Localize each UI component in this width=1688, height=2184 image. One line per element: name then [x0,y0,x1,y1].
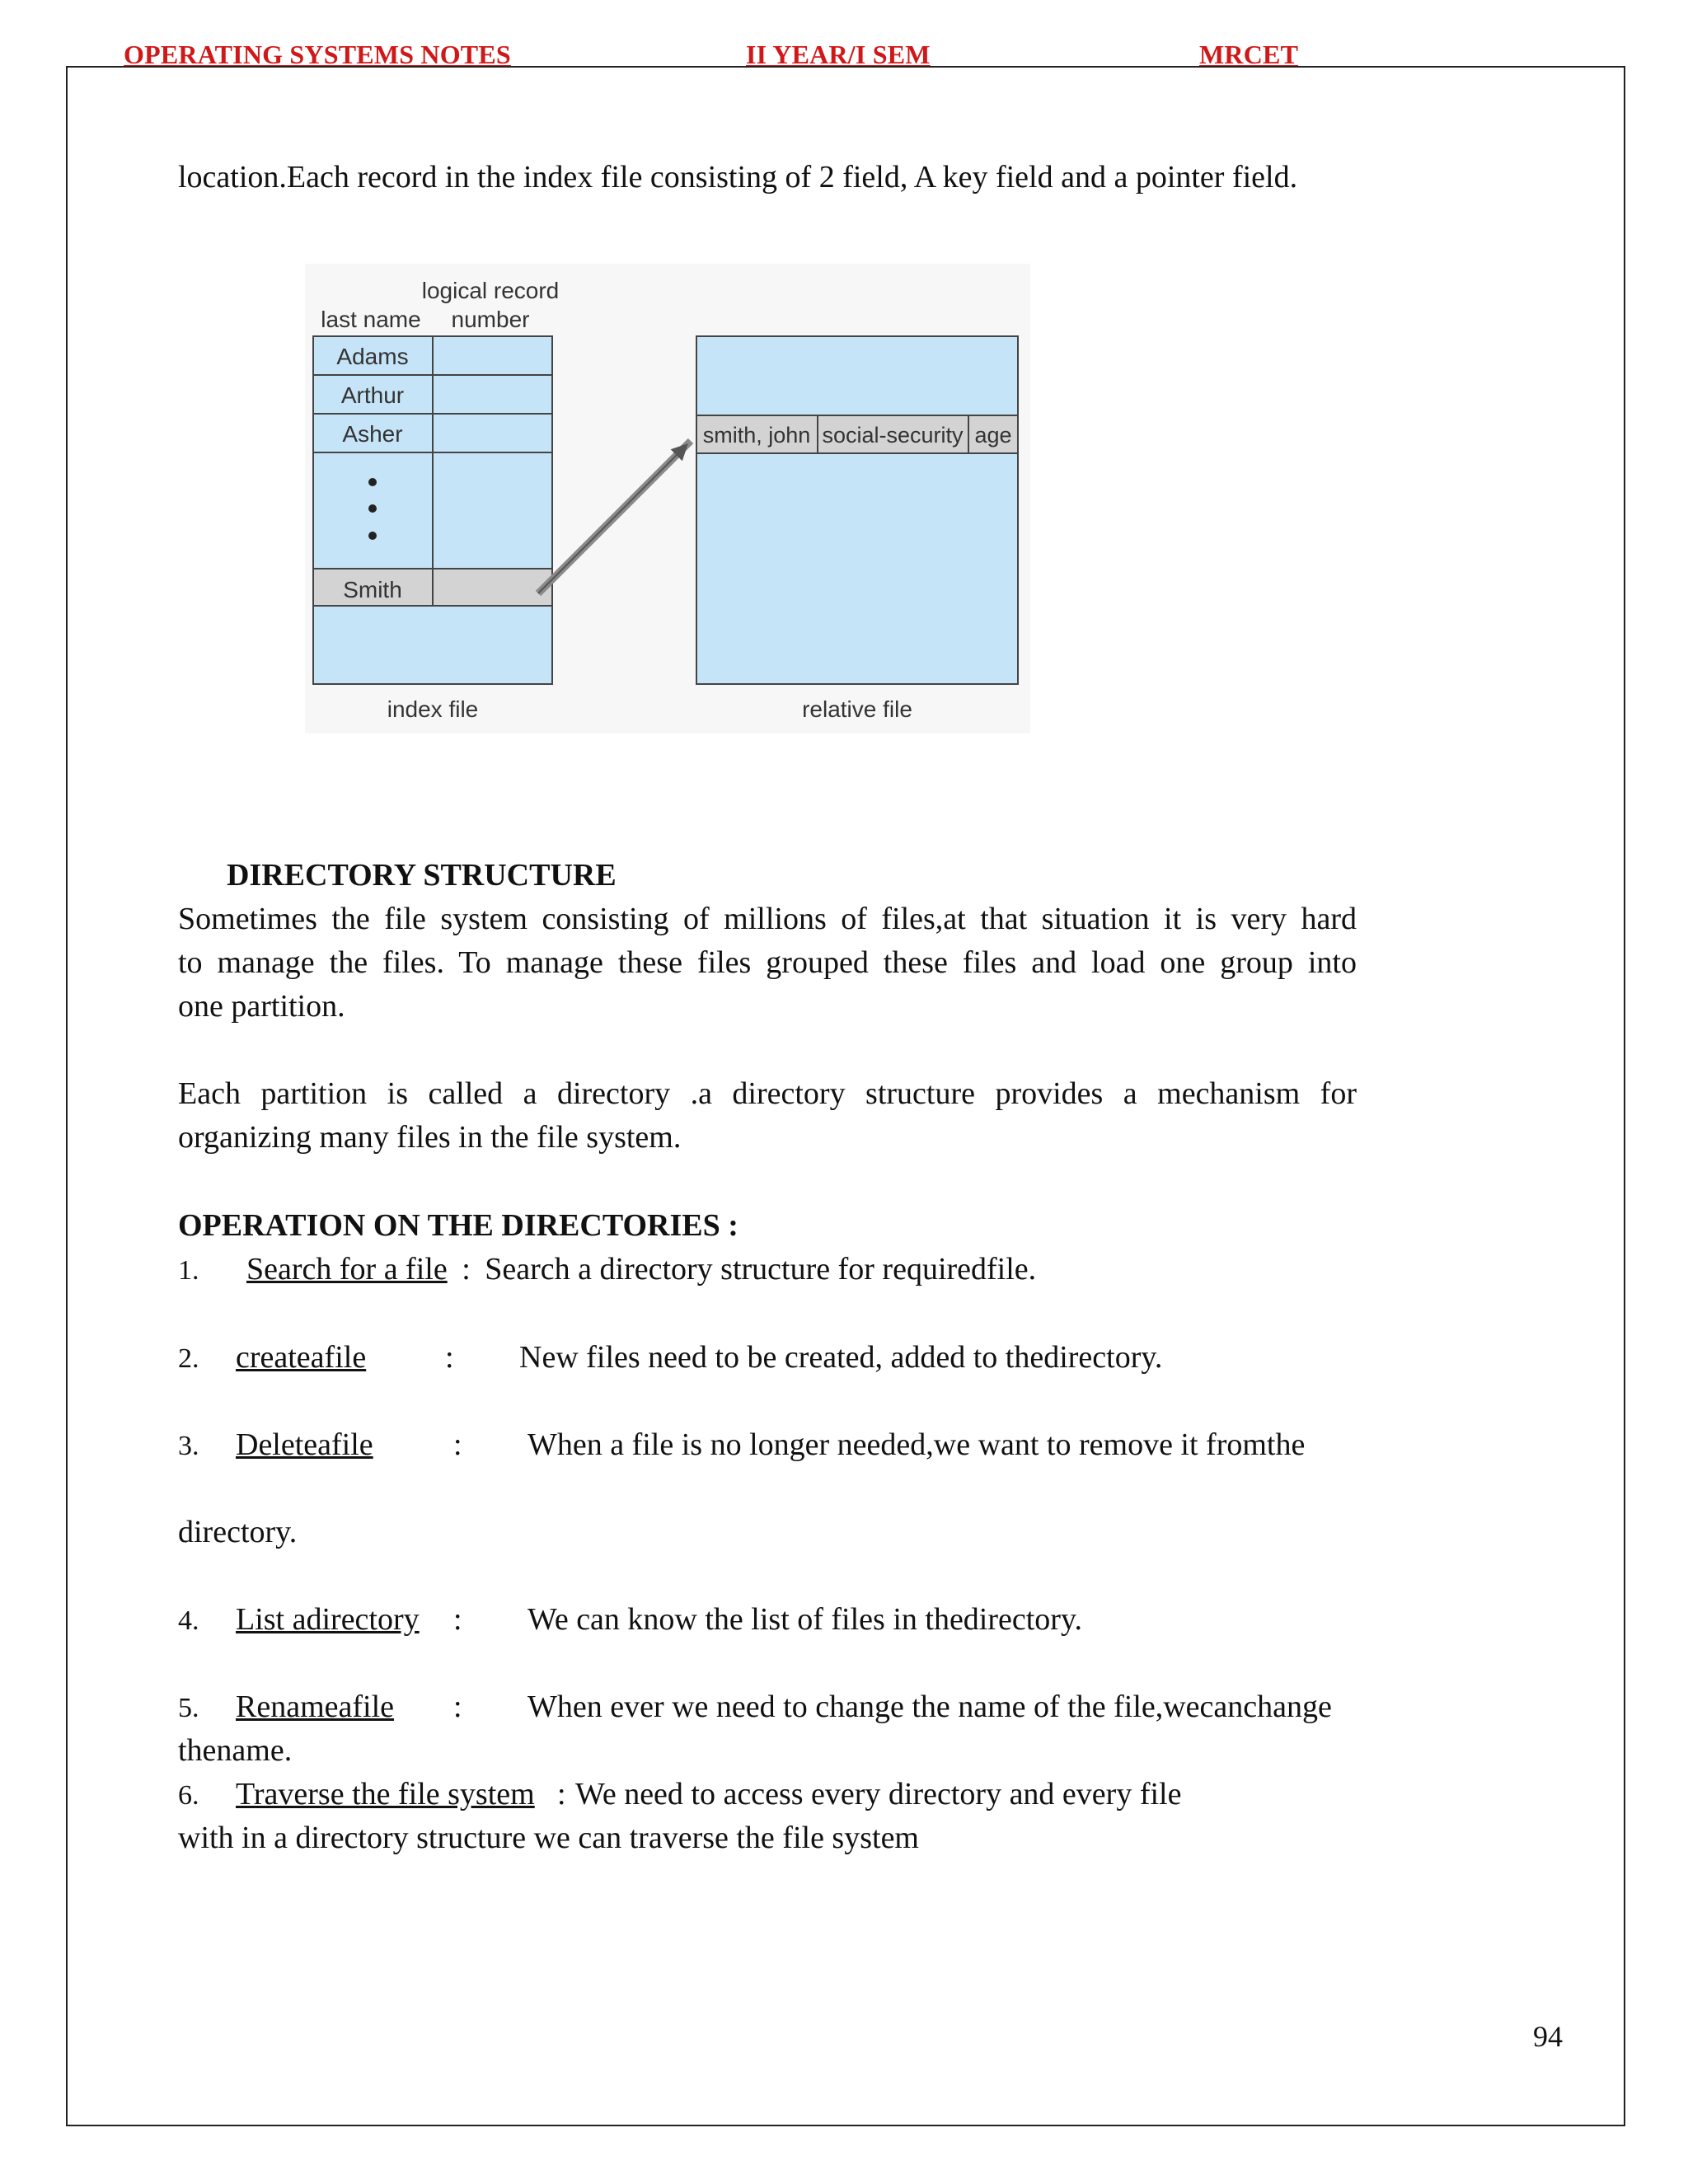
relative-field-ssn: social-security [822,423,964,448]
paragraph-line: Sometimes the file system consisting of millions of files,at that situation it is very hard [178,902,1357,936]
ellipsis-dot [368,504,377,513]
operation-description: New files need to be created, added to thedirectory. [519,1340,1163,1375]
operation-separator: : [453,1427,462,1462]
header-college: MRCET [1199,40,1299,69]
index-row-label: Arthur [340,382,405,408]
index-row-label: Asher [342,421,403,447]
relative-field-name: smith, john [702,423,811,448]
item-number: 5. [178,1693,199,1723]
paragraph-line: to manage the files. To manage these files grouped these files and load one group into [178,945,1357,980]
operation-separator: : [557,1777,566,1811]
item-number: 3. [178,1431,199,1461]
section-title: DIRECTORY STRUCTURE [227,858,617,893]
operation-description: We can know the list of files in thedirectory. [528,1602,1082,1637]
operation-description: Search a directory structure for requiredfile. [485,1252,1037,1286]
operation-name: List adirectory [236,1602,420,1637]
operation-continuation: directory. [178,1515,298,1549]
operation-continuation: with in a directory structure we can traverse the file system [178,1821,919,1855]
operation-item [178,1247,1036,1293]
index-header-last-name: last name [321,307,421,332]
index-file-caption: index file [387,696,479,722]
relative-file-box [696,336,1018,684]
operation-item [178,1685,1332,1731]
item-number: 4. [178,1605,199,1636]
intro-text: location.Each record in the index file consisting of 2 field, A key field and a pointer field. [178,160,1298,194]
operation-name: Deleteafile [236,1427,373,1462]
item-number: 2. [178,1343,199,1374]
index-row-label: Adams [336,344,409,369]
operation-item [178,1597,1082,1643]
operation-separator: : [445,1340,454,1375]
item-number: 6. [178,1780,199,1811]
relative-file-caption: relative file [802,696,912,722]
operation-separator: : [462,1252,471,1286]
operation-name: createafile [236,1340,367,1375]
paragraph-line: one partition. [178,989,345,1024]
paragraph-line: organizing many files in the file system. [178,1120,682,1155]
index-header-logical-record: logical record [421,278,560,303]
operation-item [178,1422,1306,1469]
operation-description: We need to access every directory and every file [575,1777,1182,1811]
index-row-smith-label: Smith [343,577,402,602]
header-title: OPERATING SYSTEMS NOTES [124,40,511,69]
operation-continuation: thename. [178,1733,293,1768]
operation-name: Traverse the file system [236,1777,535,1811]
operations-title: OPERATION ON THE DIRECTORIES : [178,1208,738,1243]
relative-field-age: age [974,423,1012,448]
operation-name: Renameafile [236,1690,395,1724]
operation-separator: : [453,1690,462,1724]
operation-description: When ever we need to change the name of the file,wecanchange [528,1690,1332,1724]
operation-name: Search for a file [246,1252,448,1286]
ellipsis-dot [368,478,377,486]
operation-item [178,1335,1163,1381]
operation-item [178,1772,1182,1818]
page-number: 94 [1533,2020,1563,2053]
operation-description: When a file is no longer needed,we want to remove it fromthe [528,1427,1306,1462]
item-number: 1. [178,1255,199,1286]
indexed-file-diagram [305,264,1030,733]
index-header-number: number [451,307,530,332]
ellipsis-dot [368,532,377,540]
operation-separator: : [453,1602,462,1637]
header-year: II YEAR/I SEM [746,40,931,69]
paragraph-line: Each partition is called a directory .a directory structure provides a mechanism for [178,1076,1357,1111]
